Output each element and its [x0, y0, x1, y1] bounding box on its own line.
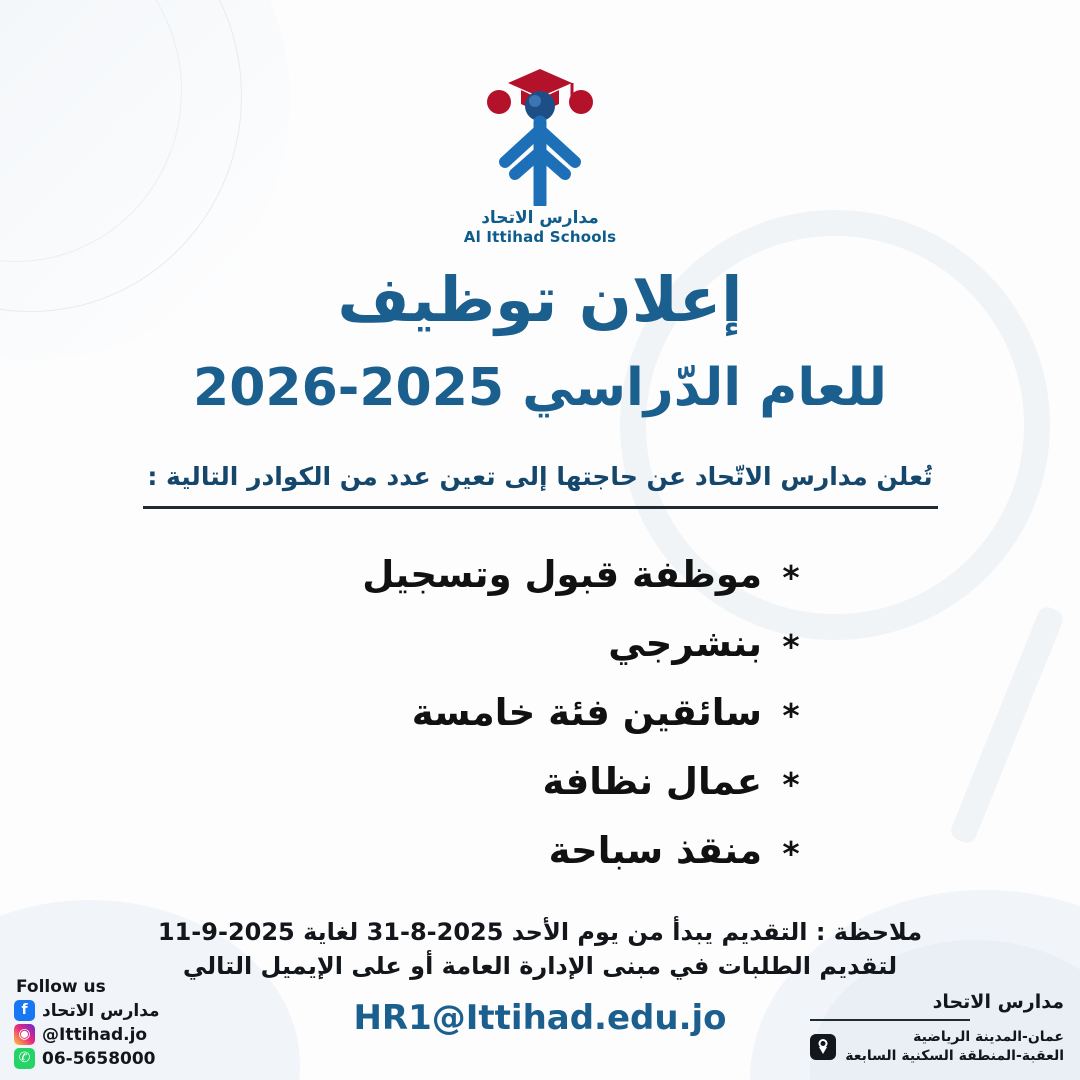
- logo-mark-graduate-icon: [475, 56, 605, 206]
- bullet-icon: *: [782, 558, 800, 597]
- intro-text: تُعلن مدارس الاتّحاد عن حاجتها إلى تعين عدد من الكوادر التالية :: [147, 462, 933, 491]
- page-subtitle: للعام الدّراسي 2025-2026: [193, 358, 887, 418]
- list-item: [0, 678, 1080, 747]
- bullet-icon: *: [782, 696, 800, 735]
- follow-us-block: [14, 977, 304, 1072]
- address-block: [810, 991, 1064, 1066]
- address-title: مدارس الاتحاد: [932, 991, 1064, 1014]
- social-link-instagram[interactable]: [14, 1024, 304, 1045]
- note-line-1: ملاحظة : التقديم يبدأ من يوم الأحد 2025-8-31 لغاية 2025-9-11: [157, 918, 923, 946]
- position-label: موظفة قبول وتسجيل: [362, 553, 762, 596]
- follow-us-title: Follow us: [16, 977, 106, 997]
- facebook-icon-glyph: f: [21, 1002, 28, 1018]
- bullet-icon: *: [782, 627, 800, 666]
- list-item: [0, 816, 1080, 885]
- bullet-icon: *: [782, 834, 800, 873]
- instagram-handle: @Ittihad.jo: [42, 1024, 148, 1045]
- instagram-icon: [14, 1024, 35, 1045]
- list-item: [0, 747, 1080, 816]
- instagram-icon-glyph: ◉: [18, 1026, 31, 1042]
- note-line-2: لتقديم الطلبات في مبنى الإدارة العامة أو على الإيميل التالي: [182, 952, 898, 981]
- page-title: إعلان توظيف: [337, 263, 743, 336]
- position-label: منقذ سباحة: [548, 829, 762, 872]
- school-logo: [0, 56, 1080, 246]
- phone-number: 06-5658000: [42, 1048, 156, 1069]
- facebook-icon: [14, 1000, 35, 1021]
- address-lines: [845, 1028, 1064, 1066]
- social-link-facebook[interactable]: [14, 1000, 304, 1021]
- facebook-handle: مدارس الاتحاد: [42, 1000, 160, 1021]
- bullet-icon: *: [782, 765, 800, 804]
- position-label: سائقين فئة خامسة: [411, 691, 762, 734]
- address-divider: [810, 1019, 970, 1021]
- whatsapp-icon-glyph: ✆: [18, 1050, 31, 1066]
- social-link-whatsapp[interactable]: [14, 1048, 304, 1069]
- address-line-1: عمان-المدينة الرياضية: [913, 1029, 1064, 1046]
- position-label: عمال نظافة: [542, 760, 762, 803]
- application-note: [0, 915, 1080, 983]
- whatsapp-icon: [14, 1048, 35, 1069]
- list-item: [0, 540, 1080, 609]
- contact-email-link[interactable]: HR1@Ittihad.edu.jo: [353, 998, 727, 1038]
- positions-list: [0, 540, 1080, 885]
- section-divider: [143, 506, 938, 509]
- location-pin-icon: [810, 1034, 836, 1060]
- position-label: بنشرجي: [608, 622, 762, 665]
- address-line-2: العقبة-المنطقة السكنية السابعة: [845, 1048, 1064, 1065]
- logo-name-english: Al Ittihad Schools: [463, 228, 617, 246]
- logo-name-arabic: مدارس الاتحاد: [481, 208, 599, 228]
- list-item: [0, 609, 1080, 678]
